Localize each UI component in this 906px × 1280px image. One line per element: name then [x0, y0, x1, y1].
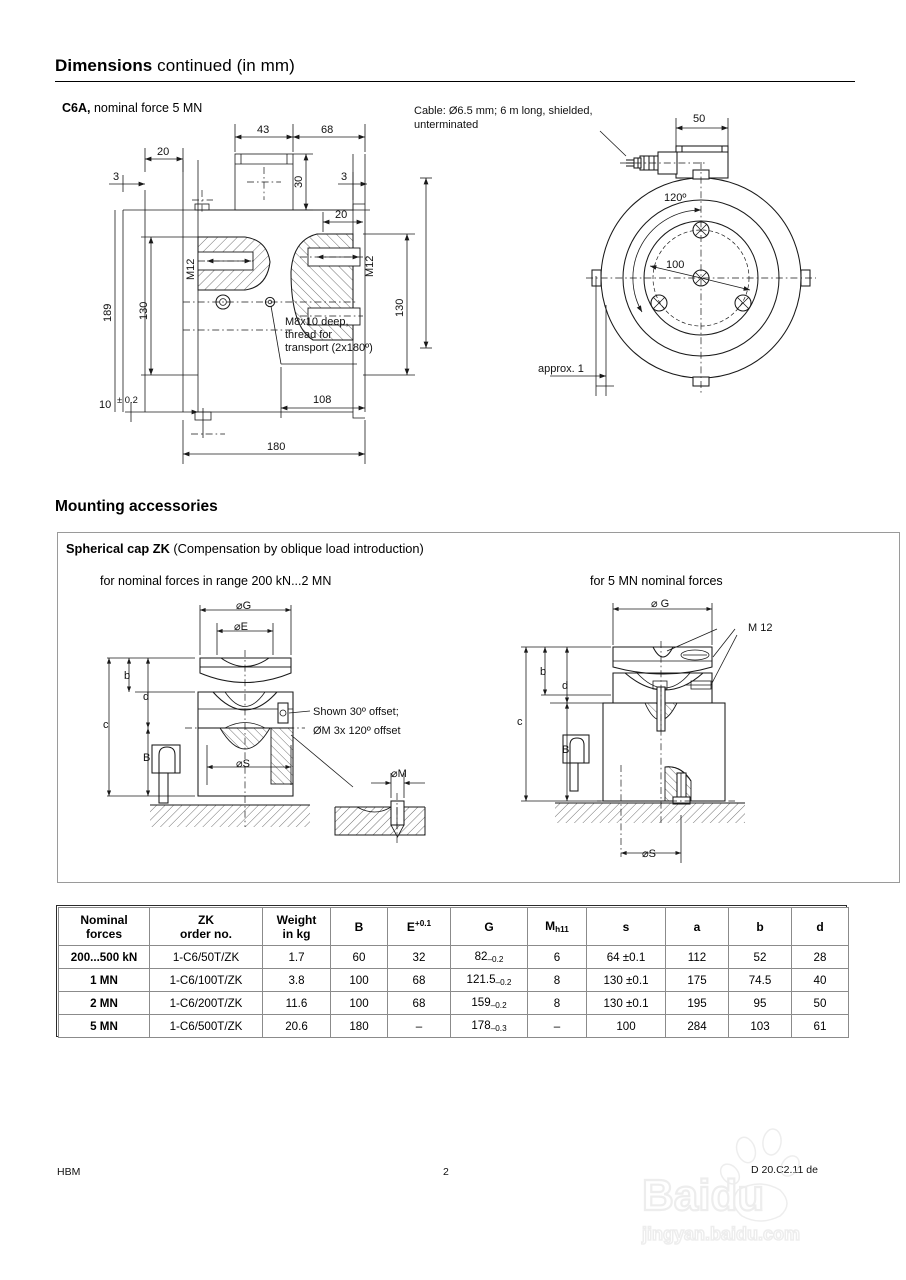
cell-E: 68: [388, 992, 451, 1015]
offset-note-line1: Shown 30º offset;: [313, 706, 399, 718]
page-title-rest: continued (in mm): [152, 56, 295, 75]
cell-s: 130 ±0.1: [587, 969, 666, 992]
table-row: [59, 992, 849, 1015]
th-B: B: [331, 908, 388, 946]
cell-weight: 11.6: [263, 992, 331, 1015]
cell-M: 8: [528, 969, 587, 992]
page-title-bold: Dimensions: [55, 56, 153, 75]
cell-b: 103: [729, 1015, 792, 1038]
label-diam-S-right: ⌀S: [642, 848, 656, 860]
cell-order: 1-C6/500T/ZK: [150, 1015, 263, 1038]
dim-130-right: 130: [394, 298, 406, 317]
cable-note-line1: Cable: Ø6.5 mm; 6 m long, shielded,: [414, 105, 593, 117]
label-b-right: b: [540, 666, 547, 678]
dim-180: 180: [267, 441, 286, 453]
table-row: [59, 1015, 849, 1038]
product-label-rest: nominal force 5 MN: [90, 101, 203, 115]
th-s: s: [587, 908, 666, 946]
cell-E: 32: [388, 946, 451, 969]
label-c-right: c: [517, 716, 523, 728]
product-label-bold: C6A,: [62, 101, 91, 115]
cell-b: 52: [729, 946, 792, 969]
th-weight: Weight in kg: [263, 908, 331, 946]
cell-M: 8: [528, 992, 587, 1015]
label-M12: M 12: [748, 622, 773, 634]
th-E: $E^{+0.1}$: [388, 908, 451, 946]
dim-50: 50: [693, 113, 706, 125]
label-diam-G-right: ⌀ G: [651, 598, 670, 610]
dim-3-left: 3: [113, 171, 120, 183]
dim-120deg: 120º: [664, 192, 687, 204]
cell-nominal: 1 MN: [59, 969, 150, 992]
cell-b: 74.5: [729, 969, 792, 992]
spherical-cap-drawing-left: [95, 595, 485, 870]
label-b: b: [124, 670, 131, 682]
cell-E: 68: [388, 969, 451, 992]
spec-table: [58, 907, 849, 1038]
cell-B: 100: [331, 992, 388, 1015]
cell-d: 61: [792, 1015, 849, 1038]
dim-100: 100: [666, 259, 685, 271]
dim-m12-right: M12: [364, 255, 376, 277]
cell-B: 180: [331, 1015, 388, 1038]
cell-d: 40: [792, 969, 849, 992]
dim-approx-1: approx. 1: [538, 363, 584, 375]
cell-M: 6: [528, 946, 587, 969]
baidu-watermark: [638, 1128, 906, 1248]
th-M: $M_{h11}$: [528, 908, 587, 946]
dim-189: 189: [102, 303, 114, 322]
caption-right: for 5 MN nominal forces: [590, 574, 723, 588]
dim-30: 30: [293, 175, 305, 188]
cell-a: 195: [666, 992, 729, 1015]
cell-d: 28: [792, 946, 849, 969]
dim-3-right: 3: [341, 171, 348, 183]
spherical-cap-title-rest: (Compensation by oblique load introduction): [169, 541, 424, 556]
cell-weight: 20.6: [263, 1015, 331, 1038]
cell-B: 60: [331, 946, 388, 969]
th-nominal-forces: Nominal forces: [59, 908, 150, 946]
cell-a: 112: [666, 946, 729, 969]
section-title-mounting-accessories: Mounting accessories: [55, 498, 218, 515]
page-title: [55, 56, 295, 76]
spherical-cap-title-bold: Spherical cap ZK: [66, 541, 170, 556]
c6a-front-view-drawing: [410, 100, 860, 400]
dim-20-right: 20: [335, 209, 348, 221]
cell-s: 130 ±0.1: [587, 992, 666, 1015]
cell-a: 175: [666, 969, 729, 992]
table-header-row: [59, 908, 849, 946]
cell-G: $121.5_{-0.2}$: [451, 969, 528, 992]
cell-G: $178_{-0.3}$: [451, 1015, 528, 1038]
transport-note-line2: thread for: [285, 329, 333, 341]
dim-130-left: 130: [138, 301, 150, 320]
cell-M: –: [528, 1015, 587, 1038]
cell-b: 95: [729, 992, 792, 1015]
dim-43: 43: [257, 124, 270, 136]
cell-E: –: [388, 1015, 451, 1038]
dim-m12-left: M12: [185, 258, 197, 280]
label-diam-S: ⌀S: [236, 758, 250, 770]
th-d: d: [792, 908, 849, 946]
label-diam-G: ⌀G: [236, 600, 252, 612]
cell-G: $82_{-0.2}$: [451, 946, 528, 969]
label-d-right: d: [562, 680, 569, 692]
cell-nominal: 200...500 kN: [59, 946, 150, 969]
label-B: B: [143, 752, 151, 764]
cell-G: $159_{-0.2}$: [451, 992, 528, 1015]
label-B-right: B: [562, 744, 570, 756]
watermark-main: Baidu: [642, 1171, 765, 1220]
watermark-sub: jingyan.baidu.com: [642, 1224, 801, 1244]
table-row: [59, 969, 849, 992]
caption-left: for nominal forces in range 200 kN...2 MN: [100, 574, 332, 588]
cell-a: 284: [666, 1015, 729, 1038]
header-rule: [55, 81, 855, 82]
cell-s: 64 ±0.1: [587, 946, 666, 969]
dim-20-top: 20: [157, 146, 170, 158]
transport-note-line3: transport (2x180º): [285, 342, 373, 354]
cell-nominal: 2 MN: [59, 992, 150, 1015]
label-diam-M: ⌀M: [391, 768, 407, 780]
cell-s: 100: [587, 1015, 666, 1038]
footer-page-number: 2: [443, 1166, 449, 1178]
dim-68: 68: [321, 124, 334, 136]
dim-10: 10: [99, 399, 112, 411]
cell-order: 1-C6/50T/ZK: [150, 946, 263, 969]
th-a: a: [666, 908, 729, 946]
cell-nominal: 5 MN: [59, 1015, 150, 1038]
cell-weight: 1.7: [263, 946, 331, 969]
offset-note-line2: ØM 3x 120º offset: [313, 725, 401, 737]
cell-d: 50: [792, 992, 849, 1015]
footer-doc-code: D 20.C2.11 de: [751, 1164, 818, 1176]
dim-10-tol: ± 0.2: [117, 394, 138, 405]
th-zk-order-no: ZK order no.: [150, 908, 263, 946]
footer-company: HBM: [57, 1166, 81, 1178]
cell-order: 1-C6/200T/ZK: [150, 992, 263, 1015]
transport-note-line1: M8x10 deep,: [285, 316, 349, 328]
cell-order: 1-C6/100T/ZK: [150, 969, 263, 992]
cable-note-line2: unterminated: [414, 119, 479, 131]
spherical-cap-drawing-right: [505, 595, 835, 880]
label-c: c: [103, 719, 109, 731]
spherical-cap-title: [66, 541, 424, 556]
dim-108: 108: [313, 394, 332, 406]
th-G: G: [451, 908, 528, 946]
table-row: [59, 946, 849, 969]
th-b: b: [729, 908, 792, 946]
cell-B: 100: [331, 969, 388, 992]
label-diam-E: ⌀E: [234, 621, 248, 633]
cell-weight: 3.8: [263, 969, 331, 992]
label-d: d: [143, 691, 150, 703]
